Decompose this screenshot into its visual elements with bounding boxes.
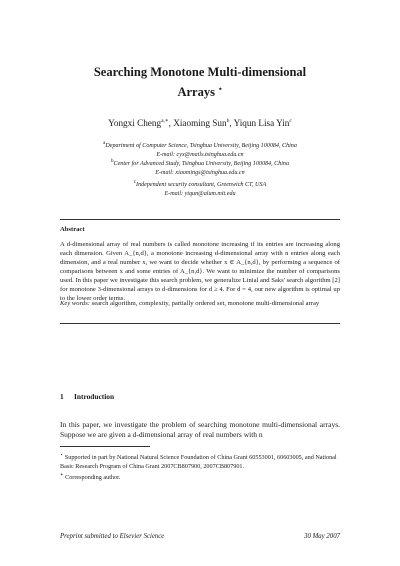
footnote-mark: ⋆ xyxy=(60,452,64,458)
footnote xyxy=(60,451,340,471)
section-heading xyxy=(60,392,114,401)
footer-date: 30 May 2007 xyxy=(304,533,340,540)
intro-paragraph: In this paper, we investigate the problem of searching monotone multi-dimensional arrays. Suppose we are given a d-dimensional array of real numbers with n xyxy=(60,420,340,439)
affiliation-address: Independent security consultant, Greenwich CT, USA xyxy=(136,182,267,189)
title-line-2: Arrays xyxy=(177,85,215,100)
affiliation-sup: a xyxy=(103,140,106,146)
author-sup: c xyxy=(289,118,292,124)
keywords xyxy=(60,299,340,308)
affiliation-address: Department of Computer Science, Tsinghua University, Beijing 100084, China xyxy=(105,143,297,150)
affiliation-sup: c xyxy=(133,179,137,185)
affiliation-email: E-mail: yiqun@alum.mit.edu xyxy=(164,191,236,198)
author-sup: a,∗ xyxy=(161,118,169,124)
abstract-bottom-rule xyxy=(60,323,340,324)
footnote-text: Corresponding author. xyxy=(65,474,121,482)
affiliation-sup: b xyxy=(110,158,114,164)
footnote-text: Supported in part by National Natural Science Foundation of China Grant 60553001, 60603005, and National Basic Research Program of China Grant 2007CB807900, 2007CB807901. xyxy=(60,454,337,470)
abstract-top-rule xyxy=(60,219,340,220)
affiliation-b xyxy=(0,157,400,178)
author-sup: b xyxy=(226,118,230,124)
paper-title xyxy=(0,64,400,101)
author-name: Yongxi Cheng xyxy=(108,118,162,129)
abstract-heading: Abstract xyxy=(60,226,85,233)
keywords-text: search algorithm, complexity, partially ordered set, monotone multi-dimensional array xyxy=(91,300,320,307)
footnote-mark: ∗ xyxy=(60,472,64,479)
author-list: Yongxi Cheng$^{a,∗}$, Xiaoming Sun$^b$, Yiqun Lisa Yin$^c$ xyxy=(108,118,292,129)
affiliation-c xyxy=(0,178,400,199)
footnotes xyxy=(60,451,340,483)
abstract-text: A d-dimensional array of real numbers is called monotone increasing if its entries are increasing along each dimension. Given A_{n,d}, a monotone increasing d-dimensional array with n entries along each dimension, and a real number x, we want to decide whether x ∈ A_{n,d}, by performing a sequence of comparisons between x and some entries of A_{n,d}. We want to minimize the number of comparisons used. In this paper we investigate this search problem, we generalize Linial and Saks' search algorithm [2] for monotone 3-dimensional arrays to d-dimensions for d ≥ 4. For d = 4, our new algorithm is optimal up to the lower order terms. xyxy=(60,241,340,302)
section-number: 1 xyxy=(60,392,64,401)
author-name: Yiqun Lisa Yin xyxy=(233,118,290,129)
footnote-rule xyxy=(60,446,150,447)
title-footnote-mark: ⋆ xyxy=(218,85,223,93)
footnote xyxy=(60,471,340,483)
author-name: Xiaoming Sun xyxy=(173,118,227,129)
affiliation-address: Center for Advanced Study, Tsinghua University, Beijing 100084, China xyxy=(113,161,290,168)
keywords-label: Key words: xyxy=(60,300,90,307)
affiliation-email: E-mail: xiaomings@tsinghua.edu.cn xyxy=(155,170,245,177)
affiliation-email: E-mail: cyx@mails.tsinghua.edu.cn xyxy=(156,152,244,159)
section-title: Introduction xyxy=(74,392,115,401)
footer-left: Preprint submitted to Elsevier Science xyxy=(60,533,165,540)
page-footer xyxy=(60,533,340,540)
title-line-1: Searching Monotone Multi-dimensional xyxy=(93,65,307,79)
